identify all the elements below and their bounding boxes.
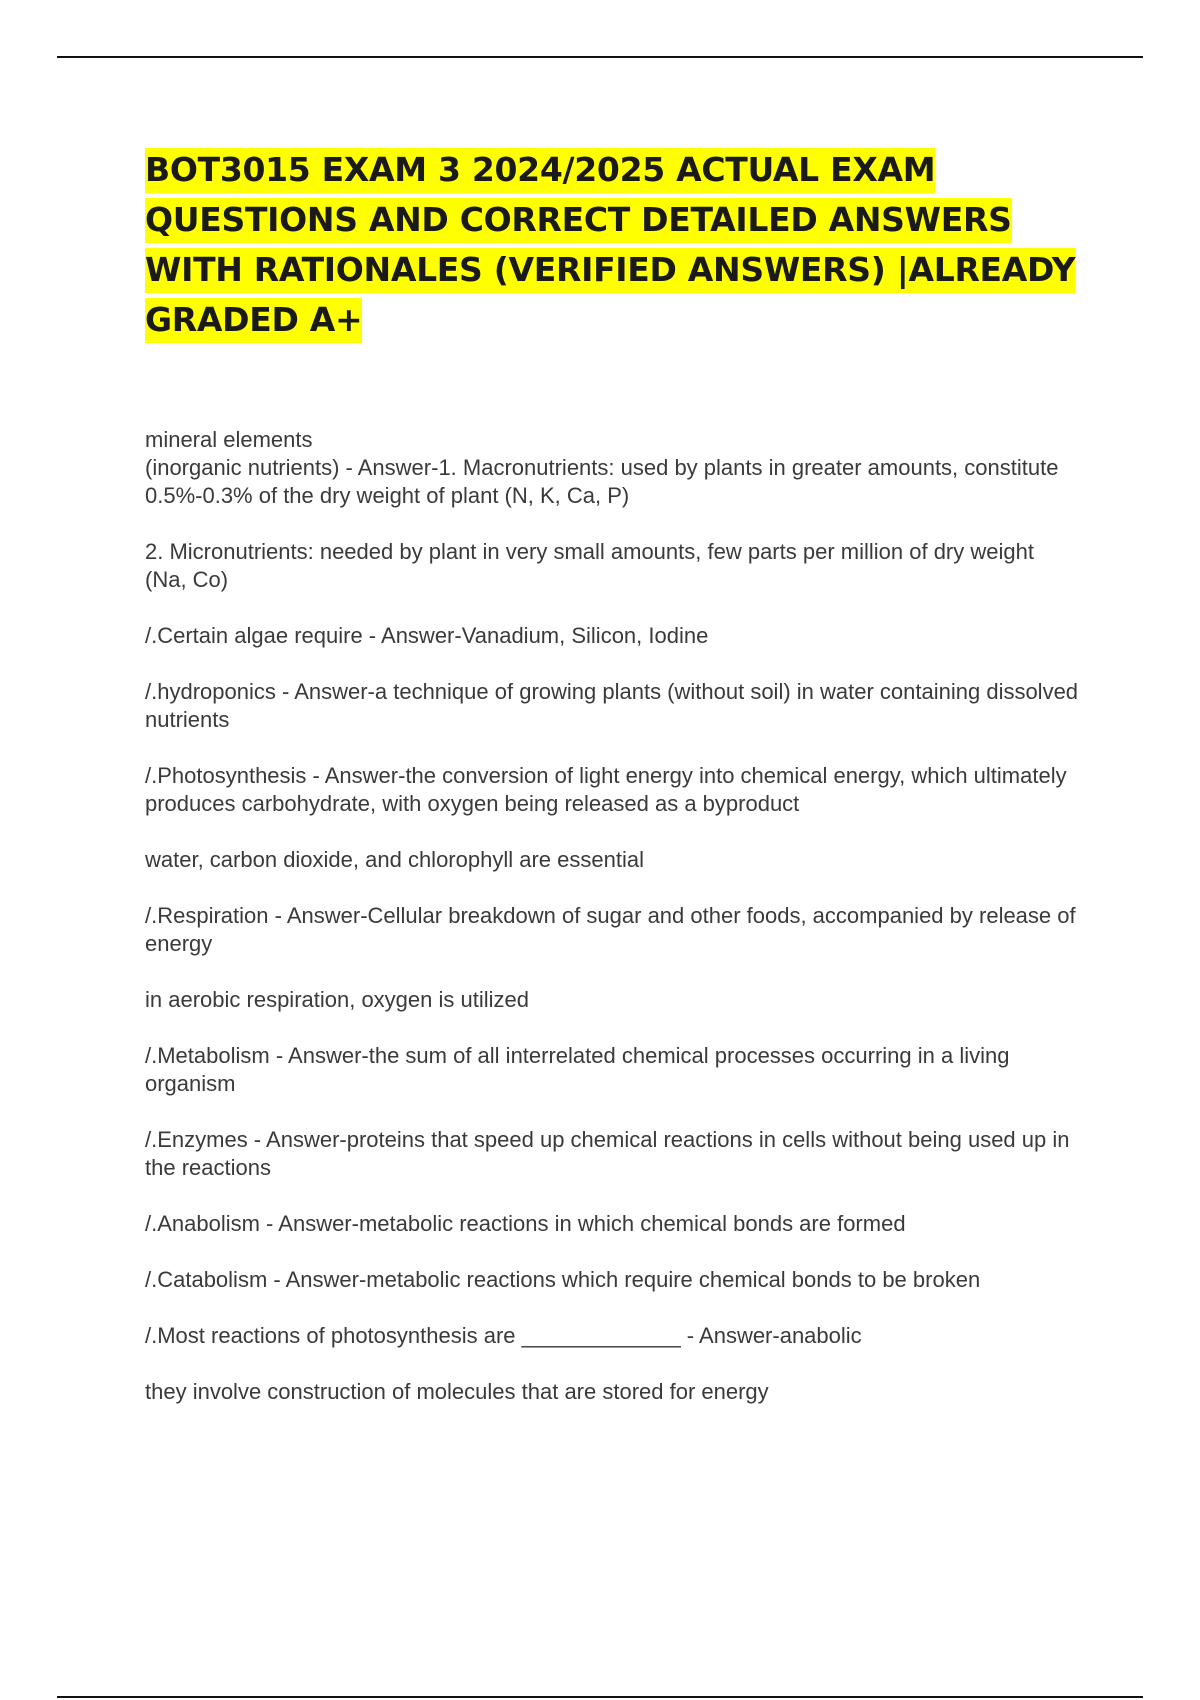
entry-respiration-note: in aerobic respiration, oxygen is utilized: [145, 987, 529, 1012]
entry-hydroponics: /.hydroponics - Answer-a technique of growing plants (without soil) in water containing dissolved nutrients: [145, 679, 1079, 732]
entry-micronutrients: 2. Micronutrients: needed by plant in very small amounts, few parts per million of dry weight (Na, Co): [145, 539, 1034, 592]
top-rule: [57, 56, 1143, 58]
entry-photosynthesis-note: water, carbon dioxide, and chlorophyll are essential: [145, 847, 644, 872]
document-title: [145, 145, 1080, 345]
entry-anabolic-note: they involve construction of molecules that are stored for energy: [145, 1379, 769, 1404]
entry-respiration: /.Respiration - Answer-Cellular breakdown of sugar and other foods, accompanied by release of energy: [145, 903, 1076, 956]
document-body: [145, 426, 1085, 1434]
entry-photosynthesis: /.Photosynthesis - Answer-the conversion of light energy into chemical energy, which ultimately produces carbohydrate, with oxygen being released as a byproduct: [145, 763, 1067, 816]
entry-enzymes: /.Enzymes - Answer-proteins that speed up chemical reactions in cells without being used up in the reactions: [145, 1127, 1070, 1180]
entry-photosynthesis-reactions: /.Most reactions of photosynthesis are _____________ - Answer-anabolic: [145, 1323, 862, 1348]
entry-anabolism: /.Anabolism - Answer-metabolic reactions in which chemical bonds are formed: [145, 1211, 906, 1236]
document-title-text: BOT3015 EXAM 3 2024/2025 ACTUAL EXAM QUESTIONS AND CORRECT DETAILED ANSWERS WITH RATIONALES (VERIFIED ANSWERS) |ALREADY GRADED A+: [145, 148, 1075, 343]
entry-catabolism: /.Catabolism - Answer-metabolic reactions which require chemical bonds to be broken: [145, 1267, 981, 1292]
bottom-rule: [57, 1696, 1143, 1698]
entry-certain-algae: /.Certain algae require - Answer-Vanadium, Silicon, Iodine: [145, 623, 709, 648]
entry-mineral-elements: mineral elements (inorganic nutrients) - Answer-1. Macronutrients: used by plants in greater amounts, constitute 0.5%-0.3% of the dry weight of plant (N, K, Ca, P): [145, 427, 1059, 508]
entry-metabolism: /.Metabolism - Answer-the sum of all interrelated chemical processes occurring in a living organism: [145, 1043, 1010, 1096]
